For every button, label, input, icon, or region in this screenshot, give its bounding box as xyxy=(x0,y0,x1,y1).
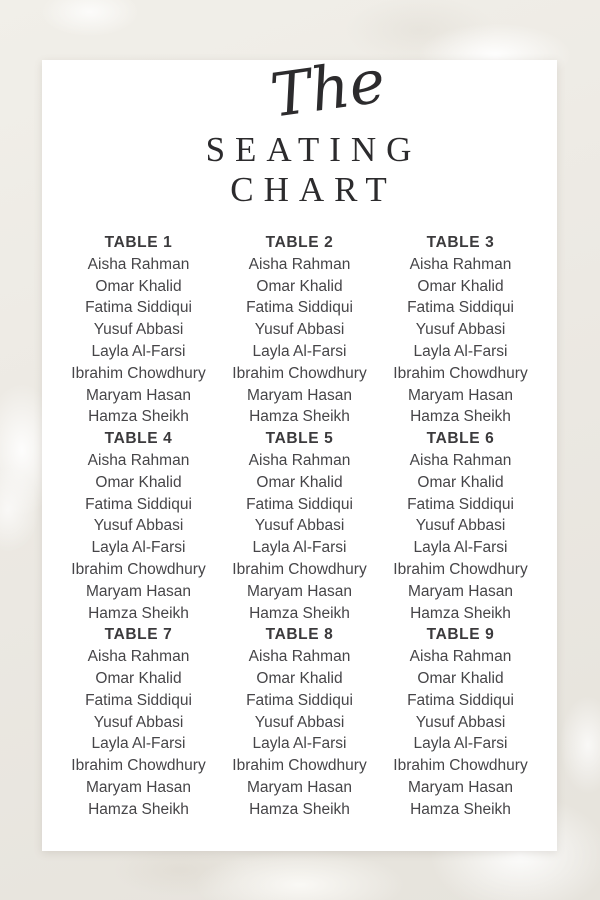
table-block-2 xyxy=(219,232,380,428)
guest-name: Maryam Hasan xyxy=(85,386,192,404)
guest-name: Omar Khalid xyxy=(256,669,343,687)
table-heading: TABLE 5 xyxy=(265,430,334,448)
guest-name: Hamza Sheikh xyxy=(249,408,350,426)
guest-name: Omar Khalid xyxy=(417,669,504,687)
guest-name: Ibrahim Chowdhury xyxy=(393,757,528,775)
title xyxy=(42,46,557,230)
guest-name: Maryam Hasan xyxy=(407,582,514,600)
guest-name: Ibrahim Chowdhury xyxy=(232,757,367,775)
guest-name: Hamza Sheikh xyxy=(88,800,189,818)
guest-name: Hamza Sheikh xyxy=(249,800,350,818)
guest-name: Yusuf Abbasi xyxy=(415,321,506,339)
guest-name: Omar Khalid xyxy=(95,277,182,295)
guest-name: Ibrahim Chowdhury xyxy=(71,757,206,775)
tables-grid xyxy=(58,232,541,821)
guest-name: Maryam Hasan xyxy=(246,582,353,600)
guest-name: Omar Khalid xyxy=(95,669,182,687)
guest-name: Ibrahim Chowdhury xyxy=(232,560,367,578)
guest-name: Maryam Hasan xyxy=(246,778,353,796)
guest-name: Yusuf Abbasi xyxy=(93,713,184,731)
table-heading: TABLE 1 xyxy=(104,234,173,251)
table-block-3 xyxy=(380,232,541,428)
guest-name: Hamza Sheikh xyxy=(410,800,511,818)
guest-name: Hamza Sheikh xyxy=(88,408,189,426)
table-block-8 xyxy=(219,624,380,820)
guest-name: Layla Al-Farsi xyxy=(413,342,508,360)
guest-name: Maryam Hasan xyxy=(407,386,514,404)
guest-name: Yusuf Abbasi xyxy=(254,517,345,535)
guest-name: Layla Al-Farsi xyxy=(91,539,186,557)
guest-name: Layla Al-Farsi xyxy=(252,342,347,360)
guest-name: Ibrahim Chowdhury xyxy=(393,364,528,382)
guest-name: Layla Al-Farsi xyxy=(252,539,347,557)
guest-name: Layla Al-Farsi xyxy=(252,735,347,753)
guest-name: Omar Khalid xyxy=(256,277,343,295)
guest-name: Layla Al-Farsi xyxy=(413,735,508,753)
guest-name: Yusuf Abbasi xyxy=(254,713,345,731)
guest-name: Fatima Siddiqui xyxy=(407,299,514,317)
table-heading: TABLE 2 xyxy=(265,234,334,251)
guest-name: Ibrahim Chowdhury xyxy=(393,560,528,578)
table-heading: TABLE 3 xyxy=(426,234,495,251)
guest-name: Fatima Siddiqui xyxy=(407,691,514,709)
table-heading: TABLE 6 xyxy=(426,430,495,448)
guest-name: Hamza Sheikh xyxy=(410,408,511,426)
guest-name: Aisha Rahman xyxy=(87,648,190,666)
guest-name: Hamza Sheikh xyxy=(249,604,350,622)
guest-name: Aisha Rahman xyxy=(87,255,190,273)
guest-name: Yusuf Abbasi xyxy=(254,321,345,339)
guest-name: Maryam Hasan xyxy=(85,582,192,600)
table-block-6 xyxy=(380,428,541,624)
table-block-1 xyxy=(58,232,219,428)
guest-name: Yusuf Abbasi xyxy=(415,713,506,731)
guest-name: Fatima Siddiqui xyxy=(85,495,192,513)
guest-name: Aisha Rahman xyxy=(409,648,512,666)
guest-name: Aisha Rahman xyxy=(248,648,351,666)
guest-name: Hamza Sheikh xyxy=(410,604,511,622)
guest-name: Ibrahim Chowdhury xyxy=(232,364,367,382)
guest-name: Aisha Rahman xyxy=(409,451,512,469)
guest-name: Aisha Rahman xyxy=(409,255,512,273)
guest-name: Ibrahim Chowdhury xyxy=(71,560,206,578)
guest-name: Maryam Hasan xyxy=(407,778,514,796)
guest-name: Omar Khalid xyxy=(417,473,504,491)
guest-name: Aisha Rahman xyxy=(87,451,190,469)
table-heading: TABLE 7 xyxy=(104,626,173,644)
guest-name: Ibrahim Chowdhury xyxy=(71,364,206,382)
guest-name: Omar Khalid xyxy=(417,277,504,295)
guest-name: Yusuf Abbasi xyxy=(93,321,184,339)
guest-name: Layla Al-Farsi xyxy=(91,342,186,360)
guest-name: Hamza Sheikh xyxy=(88,604,189,622)
guest-name: Fatima Siddiqui xyxy=(407,495,514,513)
table-block-4 xyxy=(58,428,219,624)
guest-name: Fatima Siddiqui xyxy=(246,299,353,317)
guest-name: Fatima Siddiqui xyxy=(85,691,192,709)
guest-name: Yusuf Abbasi xyxy=(415,517,506,535)
guest-name: Maryam Hasan xyxy=(246,386,353,404)
guest-name: Layla Al-Farsi xyxy=(413,539,508,557)
table-heading: TABLE 9 xyxy=(426,626,495,644)
title-line-chart: CHART xyxy=(230,170,397,209)
guest-name: Yusuf Abbasi xyxy=(93,517,184,535)
guest-name: Fatima Siddiqui xyxy=(85,299,192,317)
guest-name: Layla Al-Farsi xyxy=(91,735,186,753)
guest-name: Fatima Siddiqui xyxy=(246,691,353,709)
guest-name: Maryam Hasan xyxy=(85,778,192,796)
seating-chart-card xyxy=(42,46,557,851)
table-block-7 xyxy=(58,624,219,820)
table-block-9 xyxy=(380,624,541,820)
guest-name: Fatima Siddiqui xyxy=(246,495,353,513)
table-heading: TABLE 4 xyxy=(104,430,173,448)
table-block-5 xyxy=(219,428,380,624)
title-script-the: The xyxy=(266,46,389,132)
table-heading: TABLE 8 xyxy=(265,626,334,644)
title-line-seating: SEATING xyxy=(205,130,422,169)
guest-name: Aisha Rahman xyxy=(248,451,351,469)
guest-name: Omar Khalid xyxy=(95,473,182,491)
guest-name: Aisha Rahman xyxy=(248,255,351,273)
guest-name: Omar Khalid xyxy=(256,473,343,491)
